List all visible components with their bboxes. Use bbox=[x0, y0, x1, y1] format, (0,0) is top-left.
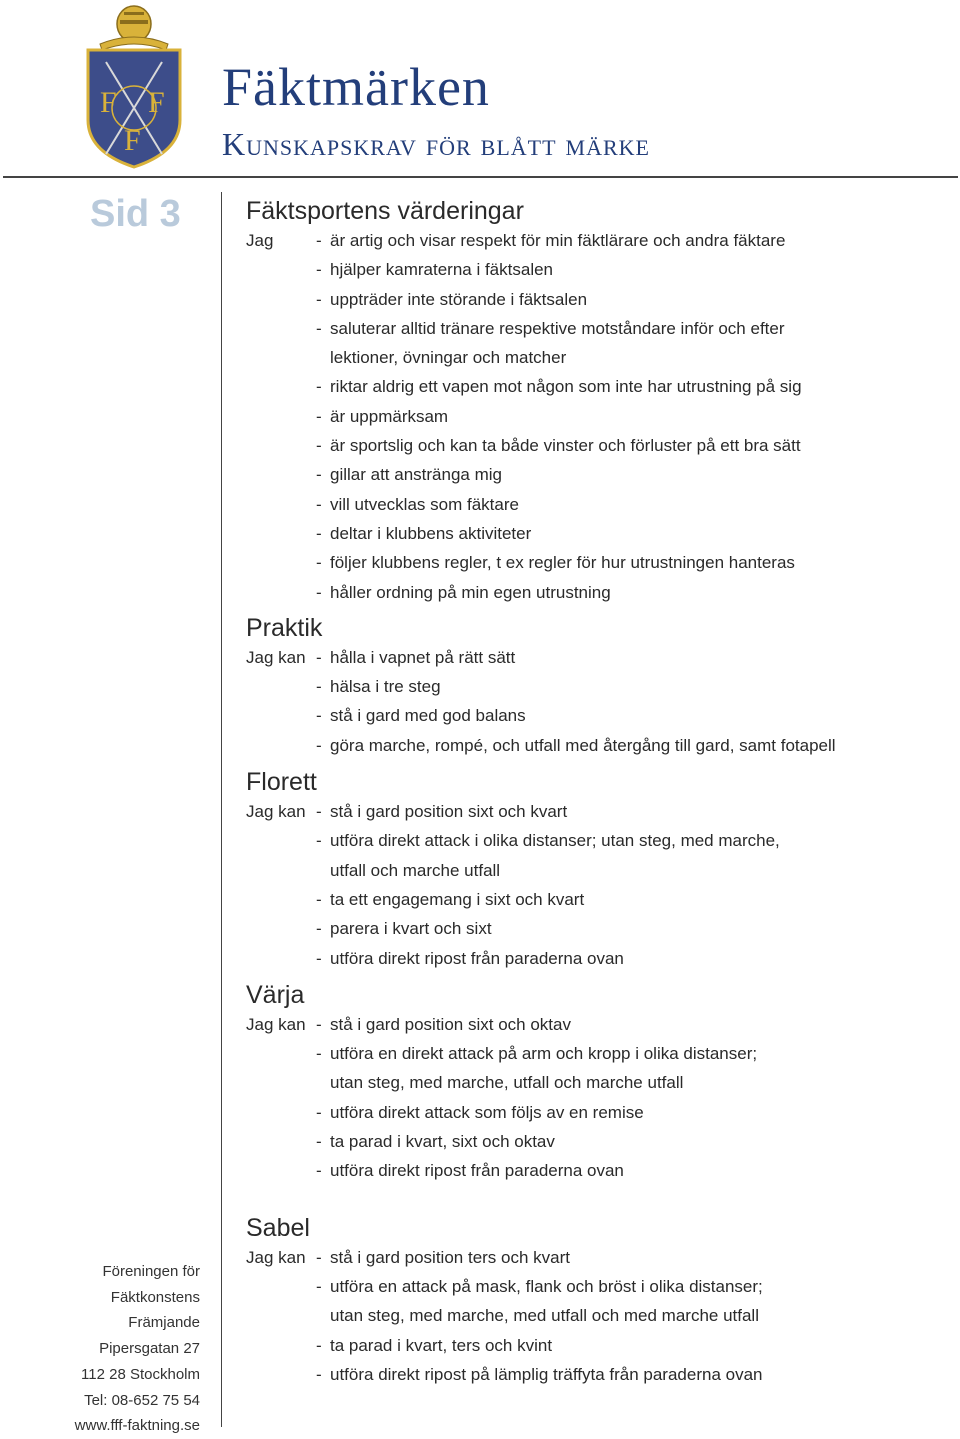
column-divider bbox=[221, 192, 222, 1427]
requirement-line bbox=[246, 226, 946, 255]
requirement-line bbox=[246, 1010, 946, 1039]
list-dash: - bbox=[316, 523, 322, 543]
list-dash: - bbox=[316, 465, 322, 485]
list-dash: - bbox=[316, 1364, 322, 1384]
section-heading: Fäktsportens värderingar bbox=[246, 197, 524, 225]
footer-line: Främjande bbox=[128, 1314, 200, 1332]
section bbox=[246, 196, 946, 607]
section bbox=[246, 767, 946, 973]
footer-line: Pipersgatan 27 bbox=[99, 1340, 200, 1358]
list-dash: - bbox=[316, 406, 322, 426]
footer-line[interactable]: www.fff-faktning.se bbox=[74, 1417, 200, 1435]
logo-letter-1: F bbox=[100, 86, 117, 119]
subject-label: Jag bbox=[246, 231, 274, 250]
requirement-text: gillar att anstränga mig bbox=[330, 465, 502, 485]
requirement-text: utföra direkt attack i olika distanser; utan steg, med marche, bbox=[330, 831, 780, 851]
requirement-line bbox=[246, 885, 946, 914]
requirement-text: utföra en attack på mask, flank och bröst i olika distanser; bbox=[330, 1276, 763, 1296]
requirement-text: stå i gard position sixt och oktav bbox=[330, 1014, 571, 1034]
requirement-line bbox=[246, 826, 946, 855]
section bbox=[246, 1213, 946, 1389]
requirement-text: parera i kvart och sixt bbox=[330, 919, 492, 939]
requirement-line bbox=[246, 1331, 946, 1360]
list-dash: - bbox=[316, 1014, 322, 1034]
requirement-line bbox=[246, 856, 946, 885]
subject-label: Jag kan bbox=[246, 1247, 306, 1267]
requirement-text: stå i gard position sixt och kvart bbox=[330, 802, 568, 822]
requirement-text: utan steg, med marche, med utfall och med marche utfall bbox=[330, 1306, 759, 1326]
list-dash: - bbox=[316, 706, 322, 726]
list-dash: - bbox=[316, 948, 322, 968]
requirement-text: utföra direkt ripost på lämplig träffyta från paraderna ovan bbox=[330, 1364, 763, 1384]
requirement-line bbox=[246, 285, 946, 314]
requirement-text: är sportslig och kan ta både vinster och förluster på ett bra sätt bbox=[330, 436, 801, 456]
organization-address bbox=[75, 1259, 200, 1439]
page-subtitle: Kunskapskrav för blått märke bbox=[222, 126, 650, 162]
list-dash: - bbox=[316, 1335, 322, 1355]
section-heading: Sabel bbox=[246, 1213, 310, 1242]
requirement-line bbox=[246, 578, 946, 607]
list-dash: - bbox=[316, 582, 322, 602]
requirement-line bbox=[246, 643, 946, 672]
requirement-line bbox=[246, 701, 946, 730]
requirement-text: hålla i vapnet på rätt sätt bbox=[330, 647, 516, 667]
section-heading: Florett bbox=[246, 768, 317, 797]
requirement-text: vill utvecklas som fäktare bbox=[330, 494, 519, 514]
requirement-text: riktar aldrig ett vapen mot någon som inte har utrustning på sig bbox=[330, 377, 802, 397]
requirement-text: hälsa i tre steg bbox=[330, 677, 441, 697]
requirement-line bbox=[246, 672, 946, 701]
logo-letter-3: F bbox=[124, 124, 141, 157]
requirement-text: hjälper kamraterna i fäktsalen bbox=[330, 260, 554, 280]
list-dash: - bbox=[316, 677, 322, 697]
requirement-line bbox=[246, 797, 946, 826]
requirement-text: ta parad i kvart, sixt och oktav bbox=[330, 1132, 555, 1152]
list-dash: - bbox=[316, 919, 322, 939]
header-divider bbox=[3, 176, 958, 178]
requirement-text: är uppmärksam bbox=[330, 406, 449, 426]
subject-label: Jag kan bbox=[246, 802, 306, 822]
list-dash: - bbox=[316, 735, 322, 755]
list-dash: - bbox=[316, 802, 322, 822]
requirement-line bbox=[246, 914, 946, 943]
requirement-line bbox=[246, 548, 946, 577]
requirement-line bbox=[246, 490, 946, 519]
requirement-line bbox=[246, 255, 946, 284]
section bbox=[246, 980, 946, 1186]
list-dash: - bbox=[316, 377, 322, 397]
requirement-line bbox=[246, 372, 946, 401]
requirement-line bbox=[246, 1301, 946, 1330]
requirement-text: göra marche, rompé, och utfall med återgång till gard, samt fotapell bbox=[330, 735, 836, 755]
requirement-line bbox=[246, 1068, 946, 1097]
requirement-line bbox=[246, 519, 946, 548]
list-dash: - bbox=[316, 1161, 322, 1181]
list-dash: - bbox=[316, 260, 322, 280]
requirement-text: uppträder inte störande i fäktsalen bbox=[330, 289, 588, 309]
list-dash: - bbox=[316, 436, 322, 456]
requirement-text: ta ett engagemang i sixt och kvart bbox=[330, 889, 585, 909]
requirement-text: följer klubbens regler, t ex regler för hur utrustningen hanteras bbox=[330, 553, 795, 573]
footer-line: Fäktkonstens bbox=[110, 1288, 200, 1306]
requirement-line bbox=[246, 731, 946, 760]
list-dash: - bbox=[316, 1044, 322, 1064]
page-title: Fäktmärken bbox=[222, 57, 490, 117]
section-heading: Praktik bbox=[246, 613, 323, 642]
requirement-line bbox=[246, 431, 946, 460]
requirement-text: lektioner, övningar och matcher bbox=[330, 348, 567, 368]
logo-letter-2: F bbox=[148, 86, 165, 119]
requirement-line bbox=[246, 1243, 946, 1272]
list-dash: - bbox=[316, 289, 322, 309]
requirement-text: ta parad i kvart, ters och kvint bbox=[330, 1335, 553, 1355]
fff-logo bbox=[82, 2, 186, 170]
requirement-line bbox=[246, 1098, 946, 1127]
requirement-line bbox=[246, 1360, 946, 1389]
requirement-line bbox=[246, 460, 946, 489]
requirement-text: utföra en direkt attack på arm och kropp i olika distanser; bbox=[330, 1044, 758, 1064]
list-dash: - bbox=[316, 1247, 322, 1267]
requirement-text: är artig och visar respekt för min fäktlärare och andra fäktare bbox=[330, 231, 786, 250]
footer-line: Föreningen för bbox=[102, 1263, 200, 1280]
requirement-text: stå i gard position ters och kvart bbox=[330, 1247, 571, 1267]
list-dash: - bbox=[316, 831, 322, 851]
requirement-text: utan steg, med marche, utfall och marche utfall bbox=[330, 1073, 684, 1093]
requirement-line bbox=[246, 1127, 946, 1156]
section-heading: Värja bbox=[246, 980, 305, 1009]
list-dash: - bbox=[316, 889, 322, 909]
subject-label: Jag kan bbox=[246, 1014, 306, 1034]
requirement-text: stå i gard med god balans bbox=[330, 706, 526, 726]
requirement-line bbox=[246, 343, 946, 372]
page-number-label: Sid 3 bbox=[90, 193, 181, 235]
list-dash: - bbox=[316, 553, 322, 573]
list-dash: - bbox=[316, 231, 322, 250]
requirement-line bbox=[246, 1156, 946, 1185]
list-dash: - bbox=[316, 1276, 322, 1296]
requirement-line bbox=[246, 1272, 946, 1301]
requirement-text: utfall och marche utfall bbox=[330, 860, 501, 880]
list-dash: - bbox=[316, 318, 322, 338]
requirement-line bbox=[246, 944, 946, 973]
requirement-text: deltar i klubbens aktiviteter bbox=[330, 523, 532, 543]
subject-label: Jag kan bbox=[246, 647, 306, 667]
requirement-text: håller ordning på min egen utrustning bbox=[330, 582, 611, 602]
footer-line: Tel: 08-652 75 54 bbox=[84, 1391, 200, 1409]
list-dash: - bbox=[316, 494, 322, 514]
requirement-text: saluterar alltid tränare respektive motståndare inför och efter bbox=[330, 318, 785, 338]
requirement-text: utföra direkt attack som följs av en remise bbox=[330, 1102, 644, 1122]
requirement-text: utföra direkt ripost från paraderna ovan bbox=[330, 948, 624, 968]
requirement-line bbox=[246, 1039, 946, 1068]
requirement-line bbox=[246, 402, 946, 431]
list-dash: - bbox=[316, 1102, 322, 1122]
requirement-text: utföra direkt ripost från paraderna ovan bbox=[330, 1161, 624, 1181]
section bbox=[246, 613, 946, 760]
list-dash: - bbox=[316, 1132, 322, 1152]
requirements-content bbox=[246, 196, 946, 1389]
requirement-line bbox=[246, 314, 946, 343]
list-dash: - bbox=[316, 647, 322, 667]
footer-line: 112 28 Stockholm bbox=[81, 1365, 200, 1383]
